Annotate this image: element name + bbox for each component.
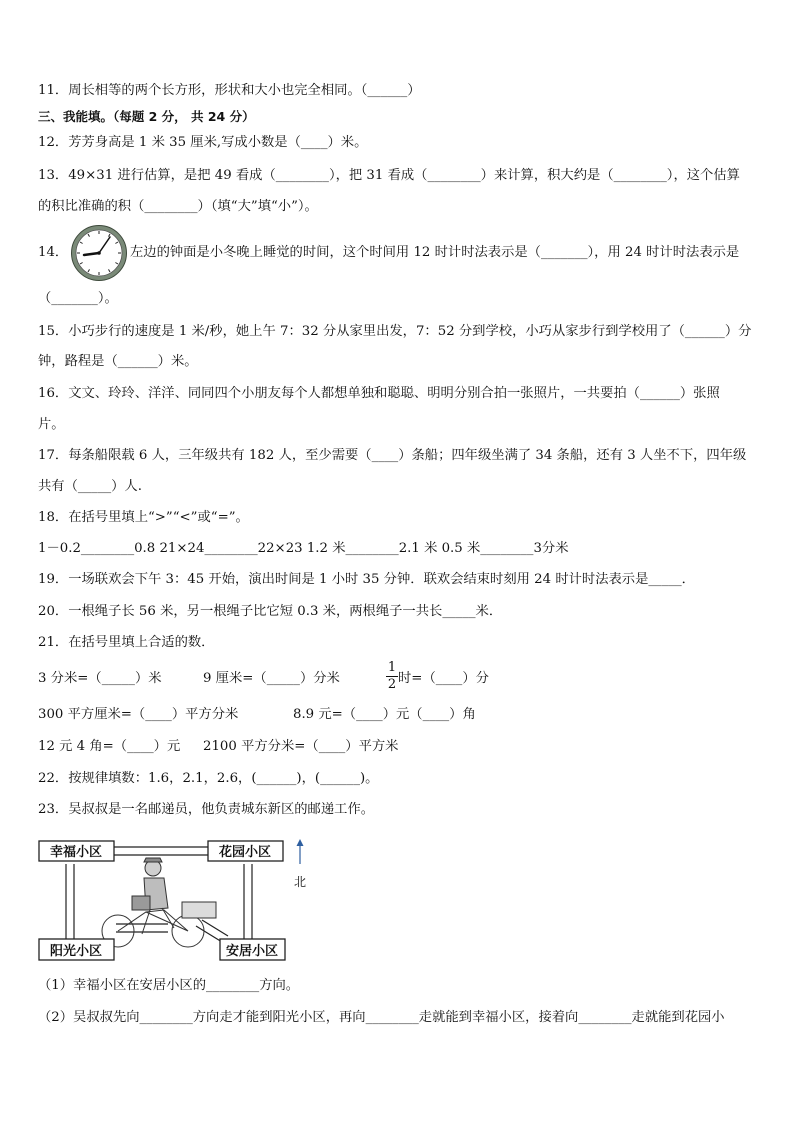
q11: 11．周长相等的两个长方形，形状和大小也完全相同。（______） — [38, 83, 421, 98]
q22: 22．按规律填数：1.6，2.1，2.6，(______)，(______)。 — [38, 771, 379, 786]
q16-line1: 16．文文、玲玲、洋洋、同同四个小朋友每个人都想单独和聪聪、明明分别合拍一张照片，一共要拍（______）张照 — [38, 386, 720, 401]
q21-item-7: 2100 平方分米=（____）平方米 — [203, 739, 399, 754]
fraction-numerator: 1 — [387, 660, 397, 675]
map-label-huayuan: 花园小区 — [218, 845, 272, 860]
postman-bicycle-illustration — [102, 858, 216, 947]
q20: 20．一根绳子长 56 米，另一根绳子比它短 0.3 米，两根绳子一共长_____米． — [38, 604, 503, 619]
map-label-xingfu: 幸福小区 — [49, 845, 103, 860]
q15-line1: 15．小巧步行的速度是 1 米/秒，她上午 7：32 分从家里出发，7：52 分到学校，小巧从家步行到学校用了（______）分 — [38, 324, 752, 339]
q23-part2: （2）吴叔叔先向________方向走才能到阳光小区，再向________走就能到幸福小区，接着向________走就能到花园小 — [38, 1010, 725, 1025]
q14-line1: 左边的钟面是小冬晚上睡觉的时间，这个时间用 12 时计时法表示是（_______），用 24 时计时法表示是 — [130, 245, 740, 260]
map-label-yangguang: 阳光小区 — [49, 944, 103, 959]
clock-icon — [70, 224, 128, 282]
q23: 23．吴叔叔是一名邮递员，他负责城东新区的邮递工作。 — [38, 802, 375, 817]
q23-part1: （1）幸福小区在安居小区的________方向。 — [38, 978, 300, 993]
q18-comparisons: 1－0.2________0.8 21×24________22×23 1.2 米________2.1 米 0.5 米________3分米 — [38, 541, 569, 556]
q21-item-4: 300 平方厘米=（____）平方分米 — [38, 707, 239, 722]
q14-number: 14． — [38, 245, 69, 260]
q19: 19．一场联欢会下午 3：45 开始，演出时间是 1 小时 35 分钟．联欢会结束时刻用 24 时计时法表示是_____． — [38, 572, 695, 587]
q15-line2: 钟，路程是（______）米。 — [38, 354, 198, 369]
map-label-anju: 安居小区 — [225, 944, 279, 959]
q21-item-2: 9 厘米=（_____）分米 — [203, 671, 340, 686]
q21-item-5: 8.9 元=（____）元（____）角 — [293, 707, 476, 722]
q12: 12．芳芳身高是 1 米 35 厘米,写成小数是（____）米。 — [38, 135, 368, 150]
q16-line2: 片。 — [38, 417, 65, 432]
q21-item-3: 时=（____）分 — [398, 671, 489, 686]
q17-line1: 17．每条船限载 6 人，三年级共有 182 人，至少需要（____）条船；四年级坐满了 34 条船，还有 3 人坐不下，四年级 — [38, 448, 747, 463]
q13-line1: 13．49×31 进行估算，是把 49 看成（________），把 31 看成（________）来计算，积大约是（________），这个估算 — [38, 168, 740, 183]
north-label: 北 — [293, 875, 307, 889]
fraction-denominator: 2 — [387, 677, 397, 692]
north-arrow-icon — [292, 838, 308, 890]
q14-line2: （_______）。 — [38, 291, 118, 306]
section-three-heading: 三、我能填。（每题 2 分， 共 24 分） — [38, 109, 255, 124]
q21-item-6: 12 元 4 角=（____）元 — [38, 739, 181, 754]
q18: 18．在括号里填上“>”“<”或“=”。 — [38, 510, 249, 525]
district-map — [36, 838, 286, 964]
q21: 21．在括号里填上合适的数． — [38, 635, 215, 650]
fraction-one-half — [386, 660, 398, 693]
q17-line2: 共有（_____）人. — [38, 479, 142, 494]
q21-item-1: 3 分米=（_____）米 — [38, 671, 162, 686]
q13-line2: 的积比准确的积（________）（填“大”填“小”）。 — [38, 199, 318, 214]
